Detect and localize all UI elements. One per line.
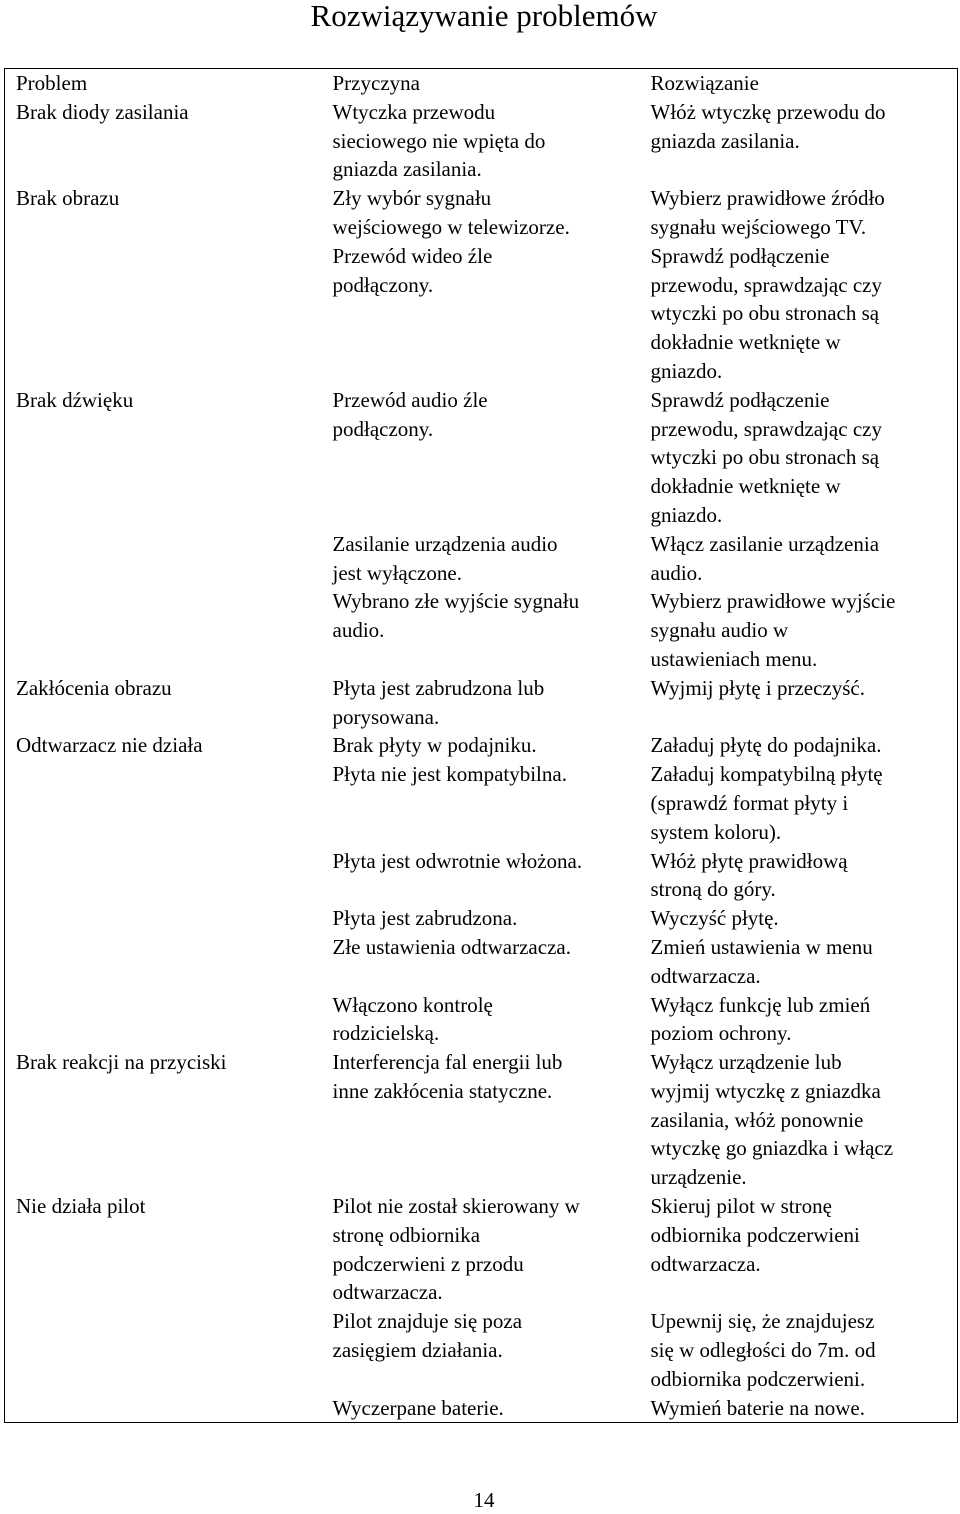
cell-text-line: Zakłócenia obrazu bbox=[16, 675, 172, 700]
cell-text-line: Złe ustawienia odtwarzacza. bbox=[332, 934, 571, 959]
cell-text-line: Załaduj kompatybilną płytę bbox=[650, 762, 883, 787]
cell-text-line: Wyczyść płytę. bbox=[650, 906, 779, 931]
cell-text-line: sieciowego nie wpięta do bbox=[332, 128, 546, 153]
cell-text-line: dokładnie wetknięte w bbox=[650, 474, 841, 499]
cell-text-line: Płyta nie jest kompatybilna. bbox=[332, 762, 567, 787]
table-row bbox=[5, 1192, 958, 1307]
problem-cell bbox=[5, 904, 322, 933]
table-row bbox=[5, 242, 958, 386]
cell-text-line: Wyjmij płytę i przeczyść. bbox=[650, 675, 865, 700]
cell-text-line: Brak diody zasilania bbox=[16, 99, 189, 124]
table-row bbox=[5, 98, 958, 184]
cell-text-line: audio. bbox=[332, 618, 385, 643]
cause-cell bbox=[322, 184, 640, 242]
cell-text-line: Wyłącz funkcję lub zmień bbox=[650, 992, 871, 1017]
cause-cell bbox=[322, 933, 640, 991]
problem-cell bbox=[5, 847, 322, 905]
cell-text-line: podczerwieni z przodu bbox=[332, 1251, 524, 1276]
cell-text-line: Wyłącz urządzenie lub bbox=[650, 1050, 842, 1075]
page-title: Rozwiązywanie problemów bbox=[310, 0, 658, 33]
cell-text-line: inne zakłócenia statyczne. bbox=[332, 1078, 553, 1103]
solution-cell bbox=[640, 674, 958, 732]
cell-text-line: system koloru). bbox=[650, 819, 782, 844]
solution-cell bbox=[640, 1048, 958, 1192]
cell-text-line: Wymień baterie na nowe. bbox=[650, 1395, 865, 1420]
cell-text-line: audio. bbox=[650, 560, 703, 585]
cell-text-line: Załaduj płytę do podajnika. bbox=[650, 733, 882, 758]
cell-text-line: wyjmij wtyczkę z gniazdka bbox=[650, 1078, 881, 1103]
cell-text-line: poziom ochrony. bbox=[650, 1021, 792, 1046]
problem-cell bbox=[5, 760, 322, 846]
solution-cell bbox=[640, 991, 958, 1049]
cell-text-line: przewodu, sprawdzając czy bbox=[650, 272, 882, 297]
cell-text-line: Sprawdź podłączenie bbox=[650, 243, 830, 268]
cell-text-line: przewodu, sprawdzając czy bbox=[650, 416, 882, 441]
cell-text-line: Zasilanie urządzenia audio bbox=[332, 531, 558, 556]
cell-text-line: wtyczki po obu stronach są bbox=[650, 445, 880, 470]
table-body bbox=[5, 69, 958, 1423]
cause-cell bbox=[322, 1048, 640, 1192]
cell-text-line: Płyta jest zabrudzona. bbox=[332, 906, 518, 931]
problem-cell bbox=[5, 386, 322, 530]
cell-text-line: gniazdo. bbox=[650, 502, 723, 527]
cause-cell bbox=[322, 991, 640, 1049]
cell-text-line: się w odległości do 7m. od bbox=[650, 1338, 876, 1363]
cell-text-line: zasięgiem działania. bbox=[332, 1338, 503, 1363]
problem-cell bbox=[5, 98, 322, 184]
cause-cell bbox=[322, 1394, 640, 1423]
problem-cell bbox=[5, 933, 322, 991]
cell-text-line: wejściowego w telewizorze. bbox=[332, 214, 570, 239]
problem-cell bbox=[5, 1394, 322, 1423]
cause-cell bbox=[322, 386, 640, 530]
cell-text-line: Wybrano złe wyjście sygnału bbox=[332, 589, 580, 614]
cell-text-line: gniazdo. bbox=[650, 358, 723, 383]
table-row bbox=[5, 1048, 958, 1192]
cell-text-line: Skieruj pilot w stronę bbox=[650, 1194, 832, 1219]
solution-cell bbox=[640, 386, 958, 530]
page-number: 14 bbox=[473, 1488, 495, 1512]
problem-cell bbox=[5, 731, 322, 760]
table-row bbox=[5, 386, 958, 530]
problem-cell bbox=[5, 1307, 322, 1393]
solution-cell bbox=[640, 587, 958, 673]
cell-text-line: Płyta jest odwrotnie włożona. bbox=[332, 848, 583, 873]
cell-text-line: wtyczki po obu stronach są bbox=[650, 301, 880, 326]
cell-text-line: Brak obrazu bbox=[16, 186, 120, 211]
cell-text-line: Zmień ustawienia w menu bbox=[650, 934, 873, 959]
solution-cell bbox=[640, 242, 958, 386]
cell-text-line: Upewnij się, że znajdujesz bbox=[650, 1309, 875, 1334]
cell-text-line: Wybierz prawidłowe wyjście bbox=[650, 589, 896, 614]
cell-text-line: Przewód wideo źle bbox=[332, 243, 493, 268]
solution-cell bbox=[640, 1394, 958, 1423]
problem-cell bbox=[5, 674, 322, 732]
cell-text-line: (sprawdź format płyty i bbox=[650, 790, 849, 815]
table-row bbox=[5, 1394, 958, 1423]
cell-text-line: odtwarzacza. bbox=[650, 963, 761, 988]
cell-text-line: Płyta jest zabrudzona lub bbox=[332, 675, 545, 700]
cause-cell bbox=[322, 98, 640, 184]
cell-text-line: odtwarzacza. bbox=[650, 1251, 761, 1276]
cause-cell bbox=[322, 760, 640, 846]
cell-text-line: odtwarzacza. bbox=[332, 1280, 443, 1305]
cell-text-line: stroną do góry. bbox=[650, 877, 776, 902]
table-row bbox=[5, 1307, 958, 1393]
header-problem: Problem bbox=[16, 71, 88, 95]
problem-cell bbox=[5, 530, 322, 588]
table-row bbox=[5, 731, 958, 760]
cell-text-line: Pilot nie został skierowany w bbox=[332, 1194, 580, 1219]
solution-cell bbox=[640, 847, 958, 905]
cause-cell bbox=[322, 530, 640, 588]
cell-text-line: gniazda zasilania. bbox=[650, 128, 800, 153]
troubleshooting-table bbox=[4, 68, 958, 1423]
cell-text-line: sygnału audio w bbox=[650, 618, 789, 643]
cell-text-line: podłączony. bbox=[332, 272, 434, 297]
solution-cell bbox=[640, 530, 958, 588]
cause-cell bbox=[322, 904, 640, 933]
cell-text-line: urządzenie. bbox=[650, 1165, 747, 1190]
solution-cell bbox=[640, 184, 958, 242]
problem-cell bbox=[5, 587, 322, 673]
solution-cell bbox=[640, 1192, 958, 1307]
cell-text-line: Pilot znajduje się poza bbox=[332, 1309, 523, 1334]
cell-text-line: wtyczkę go gniazdka i włącz bbox=[650, 1136, 894, 1161]
problem-cell bbox=[5, 242, 322, 386]
cell-text-line: odbiornika podczerwieni bbox=[650, 1222, 860, 1247]
cell-text-line: podłączony. bbox=[332, 416, 434, 441]
cell-text-line: Wtyczka przewodu bbox=[332, 99, 496, 124]
solution-cell bbox=[640, 760, 958, 846]
cell-text-line: porysowana. bbox=[332, 704, 440, 729]
cell-text-line: Brak płyty w podajniku. bbox=[332, 733, 537, 758]
cell-text-line: Wyczerpane baterie. bbox=[332, 1395, 504, 1420]
solution-cell bbox=[640, 933, 958, 991]
solution-cell bbox=[640, 904, 958, 933]
table-row bbox=[5, 587, 958, 673]
cell-text-line: ustawieniach menu. bbox=[650, 646, 818, 671]
cell-text-line: Wybierz prawidłowe źródło bbox=[650, 186, 885, 211]
table-row bbox=[5, 530, 958, 588]
table-row bbox=[5, 847, 958, 905]
table-row bbox=[5, 184, 958, 242]
cell-text-line: Włóż płytę prawidłową bbox=[650, 848, 848, 873]
cell-text-line: jest wyłączone. bbox=[332, 560, 462, 585]
solution-cell bbox=[640, 98, 958, 184]
cell-text-line: odbiornika podczerwieni. bbox=[650, 1366, 866, 1391]
solution-cell bbox=[640, 1307, 958, 1393]
table-row bbox=[5, 991, 958, 1049]
cause-cell bbox=[322, 674, 640, 732]
cell-text-line: sygnału wejściowego TV. bbox=[650, 214, 867, 239]
table-row bbox=[5, 760, 958, 846]
cause-cell bbox=[322, 847, 640, 905]
solution-cell bbox=[640, 731, 958, 760]
cell-text-line: Brak dźwięku bbox=[16, 387, 134, 412]
problem-cell bbox=[5, 1192, 322, 1307]
problem-cell bbox=[5, 1048, 322, 1192]
table-row bbox=[5, 933, 958, 991]
cell-text-line: Interferencja fal energii lub bbox=[332, 1050, 563, 1075]
cell-text-line: stronę odbiornika bbox=[332, 1222, 481, 1247]
cell-text-line: gniazda zasilania. bbox=[332, 157, 482, 182]
cell-text-line: Sprawdź podłączenie bbox=[650, 387, 830, 412]
problem-cell bbox=[5, 991, 322, 1049]
cell-text-line: Przewód audio źle bbox=[332, 387, 488, 412]
cell-text-line: Włącz zasilanie urządzenia bbox=[650, 531, 880, 556]
cell-text-line: Brak reakcji na przyciski bbox=[16, 1050, 227, 1075]
cell-text-line: Włóż wtyczkę przewodu do bbox=[650, 99, 886, 124]
cell-text-line: zasilania, włóż ponownie bbox=[650, 1107, 864, 1132]
header-solution: Rozwiązanie bbox=[650, 71, 759, 95]
table-row bbox=[5, 674, 958, 732]
cell-text-line: rodzicielską. bbox=[332, 1021, 440, 1046]
cause-cell bbox=[322, 587, 640, 673]
cell-text-line: Włączono kontrolę bbox=[332, 992, 493, 1017]
cause-cell bbox=[322, 1192, 640, 1307]
cell-text-line: Odtwarzacz nie działa bbox=[16, 733, 203, 758]
table-header-row bbox=[5, 69, 958, 98]
cause-cell bbox=[322, 1307, 640, 1393]
cell-text-line: Nie działa pilot bbox=[16, 1194, 146, 1219]
cause-cell bbox=[322, 731, 640, 760]
header-cause: Przyczyna bbox=[332, 71, 420, 95]
cause-cell bbox=[322, 242, 640, 386]
cell-text-line: Zły wybór sygnału bbox=[332, 186, 492, 211]
problem-cell bbox=[5, 184, 322, 242]
cell-text-line: dokładnie wetknięte w bbox=[650, 330, 841, 355]
table-row bbox=[5, 904, 958, 933]
